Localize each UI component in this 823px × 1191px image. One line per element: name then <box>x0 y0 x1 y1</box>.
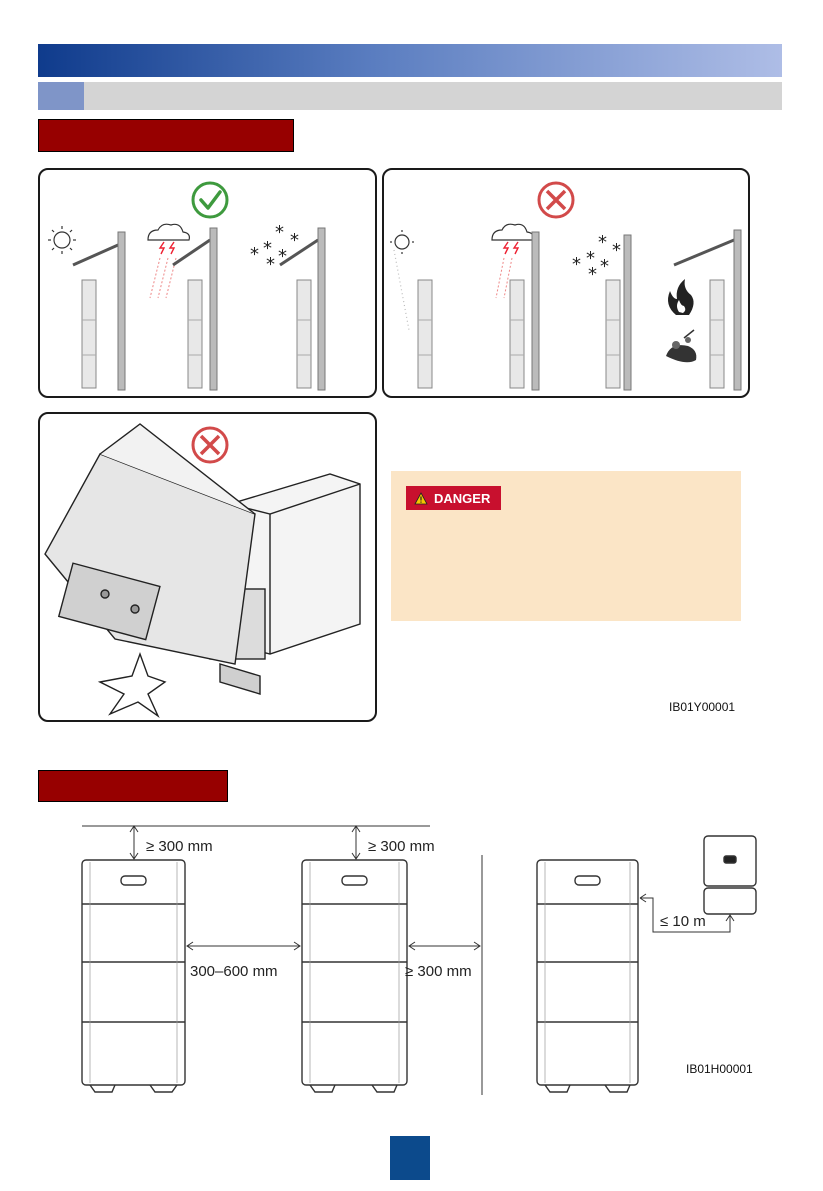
header-title-bar <box>38 44 782 77</box>
wall-clearance-label: ≥ 300 mm <box>405 963 472 980</box>
battery-unit-sun-exposed <box>418 280 432 388</box>
svg-text:*: * <box>612 240 621 261</box>
inverter-unit <box>704 836 756 914</box>
panel-correct-environment <box>38 168 377 398</box>
battery-stack-1 <box>82 860 185 1092</box>
impact-star-icon <box>100 654 165 716</box>
danger-notice <box>391 471 741 621</box>
section-bar <box>38 82 782 110</box>
incorrect-environment-illustration <box>384 170 752 400</box>
environment-section-label <box>38 119 294 152</box>
svg-text:*: * <box>250 244 259 265</box>
sun-icon <box>390 230 414 330</box>
danger-tag <box>406 486 501 510</box>
svg-text:*: * <box>290 230 299 251</box>
page-number <box>390 1136 430 1180</box>
top-clearance-label-2: ≥ 300 mm <box>368 838 435 855</box>
inverter-distance-label: ≤ 10 m <box>660 913 706 930</box>
section-number-box <box>38 82 84 110</box>
svg-text:*: * <box>598 232 607 253</box>
svg-text:*: * <box>266 254 275 275</box>
snow-icon <box>250 222 299 275</box>
panel-incorrect-environment <box>382 168 750 398</box>
prohibited-icon <box>193 428 227 462</box>
top-clearance-label-1: ≥ 300 mm <box>146 838 213 855</box>
tipping-hazard-illustration <box>40 414 379 724</box>
prohibited-icon <box>539 183 573 217</box>
between-spacing-label: 300–600 mm <box>190 963 278 980</box>
svg-text:*: * <box>275 222 284 243</box>
sun-icon <box>48 226 76 254</box>
snow-icon <box>572 232 621 285</box>
check-icon <box>193 183 227 217</box>
tipping-unit <box>45 424 255 664</box>
svg-text:*: * <box>600 256 609 277</box>
header-title <box>38 52 50 69</box>
svg-text:*: * <box>263 238 272 259</box>
battery-stack-2 <box>302 860 407 1092</box>
figure-code-clearance: IB01H00001 <box>686 1062 753 1076</box>
svg-text:*: * <box>586 248 595 269</box>
svg-text:*: * <box>572 254 581 275</box>
svg-text:*: * <box>588 264 597 285</box>
panel-tipping-hazard <box>38 412 377 722</box>
fire-icon <box>668 279 694 315</box>
clearance-section-label <box>38 770 228 802</box>
battery-unit-rain-exposed <box>510 232 539 390</box>
correct-environment-illustration <box>40 170 379 400</box>
explosive-icon <box>666 330 696 362</box>
battery-unit-sun <box>73 232 125 390</box>
rain-icon <box>148 224 189 298</box>
danger-label: DANGER <box>434 490 491 506</box>
svg-text:*: * <box>278 246 287 267</box>
battery-stack-3 <box>537 860 638 1092</box>
warning-icon <box>414 492 428 505</box>
figure-code-environment: IB01Y00001 <box>669 700 736 714</box>
battery-unit-rain <box>173 228 217 390</box>
